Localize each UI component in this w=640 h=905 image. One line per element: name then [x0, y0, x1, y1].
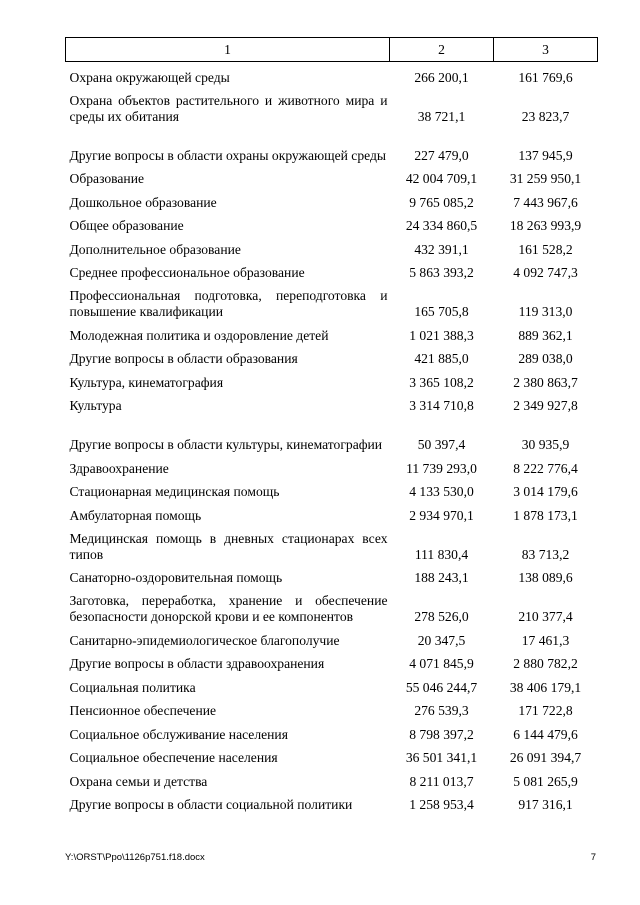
row-value-col2: 9 765 085,2	[409, 194, 474, 210]
table-row	[66, 164, 598, 188]
row-name: Культура	[69, 398, 122, 413]
row-value-col3: 83 713,2	[521, 546, 570, 562]
row-value-col3: 5 081 265,9	[513, 773, 578, 789]
column-header-1: 1	[66, 38, 390, 62]
row-value-col3: 6 144 479,6	[513, 726, 578, 742]
row-name: Образование	[69, 171, 145, 186]
row-value-col2: 3 365 108,2	[409, 374, 474, 390]
row-value-col2: 432 391,1	[414, 241, 469, 257]
row-value-col2: 20 347,5	[417, 632, 466, 648]
row-value-col3: 2 380 863,7	[513, 374, 578, 390]
row-name: Охрана окружающей среды	[69, 69, 230, 85]
row-value-col3: 119 313,0	[518, 304, 573, 319]
row-value-col2: 2 934 970,1	[409, 507, 474, 523]
row-value-col3: 31 259 950,1	[509, 171, 582, 186]
row-value-col2: 8 798 397,2	[409, 726, 474, 742]
column-header-2: 2	[390, 38, 494, 62]
row-value-col2: 276 539,3	[414, 703, 469, 718]
table-row	[66, 719, 598, 743]
table-row	[66, 524, 598, 563]
table-row	[66, 211, 598, 235]
row-name: Социальная политика	[69, 679, 196, 695]
table-row	[66, 625, 598, 649]
row-value-col2: 50 397,4	[417, 437, 466, 452]
table-row	[66, 414, 598, 453]
table-row	[66, 258, 598, 282]
row-value-col2: 266 200,1	[414, 69, 469, 85]
row-value-col3: 3 014 179,6	[513, 484, 578, 499]
row-name: Другие вопросы в области охраны окружающей среды	[69, 147, 387, 163]
row-name: Медицинская помощь в дневных стационарах всех типов	[69, 530, 388, 562]
table-row	[66, 696, 598, 720]
row-name: Профессиональная подготовка, переподготовка и повышение квалификации	[69, 288, 388, 319]
table-row	[66, 500, 598, 524]
table-body	[66, 62, 598, 814]
row-value-col2: 11 739 293,0	[406, 460, 477, 476]
row-value-col3: 30 935,9	[521, 437, 570, 452]
row-value-col3: 17 461,3	[521, 632, 570, 648]
row-name: Здравоохранение	[69, 460, 169, 476]
row-value-col3: 210 377,4	[518, 609, 573, 624]
row-value-col3: 161 769,6	[518, 69, 573, 85]
table-row	[66, 743, 598, 767]
table-row	[66, 586, 598, 625]
row-value-col3: 4 092 747,3	[513, 265, 578, 280]
row-name: Амбулаторная помощь	[69, 507, 202, 523]
row-value-col2: 1 258 953,4	[409, 797, 474, 812]
row-name: Охрана семьи и детства	[69, 773, 208, 789]
row-name: Социальное обеспечение населения	[69, 750, 278, 765]
row-value-col2: 165 705,8	[414, 304, 469, 319]
table-row	[66, 234, 598, 258]
table-row	[66, 367, 598, 391]
row-value-col3: 1 878 173,1	[513, 507, 578, 523]
row-value-col3: 38 406 179,1	[509, 679, 582, 695]
table-row	[66, 766, 598, 790]
row-value-col2: 5 863 393,2	[409, 265, 474, 280]
table-row	[66, 281, 598, 320]
row-value-col3: 917 316,1	[518, 797, 573, 812]
row-value-col2: 3 314 710,8	[409, 398, 474, 413]
table-row	[66, 649, 598, 673]
budget-table	[65, 37, 598, 813]
row-value-col3: 289 038,0	[518, 351, 573, 366]
row-value-col2: 24 334 860,5	[405, 218, 478, 233]
row-value-col2: 55 046 244,7	[405, 679, 478, 695]
row-name: Пенсионное обеспечение	[69, 703, 217, 718]
row-value-col2: 1 021 388,3	[409, 327, 474, 343]
table-row	[66, 391, 598, 415]
row-value-col2: 8 211 013,7	[409, 773, 474, 789]
table-row	[66, 790, 598, 814]
row-value-col2: 4 133 530,0	[409, 484, 474, 499]
column-header-3: 3	[494, 38, 598, 62]
row-name: Общее образование	[69, 218, 184, 233]
row-value-col2: 188 243,1	[414, 570, 469, 585]
row-name: Дополнительное образование	[69, 241, 241, 257]
row-value-col3: 2 880 782,2	[513, 656, 578, 671]
row-name: Другие вопросы в области здравоохранения	[69, 656, 325, 671]
row-value-col3: 138 089,6	[518, 570, 573, 585]
table-row	[66, 320, 598, 344]
table-row	[66, 125, 598, 164]
row-value-col2: 38 721,1	[417, 108, 466, 124]
row-name: Молодежная политика и оздоровление детей	[69, 327, 329, 343]
table-row	[66, 62, 598, 86]
table-row	[66, 86, 598, 125]
table-row	[66, 563, 598, 587]
row-value-col3: 23 823,7	[521, 108, 570, 124]
row-name: Социальное обслуживание населения	[69, 726, 288, 742]
row-value-col3: 18 263 993,9	[509, 218, 582, 233]
row-name: Дошкольное образование	[69, 194, 217, 210]
row-name: Среднее профессиональное образование	[69, 265, 305, 280]
row-value-col3: 2 349 927,8	[513, 398, 578, 413]
table-row	[66, 187, 598, 211]
row-value-col3: 889 362,1	[518, 327, 573, 343]
row-value-col3: 26 091 394,7	[509, 750, 582, 765]
row-name: Другие вопросы в области социальной политики	[69, 797, 353, 812]
row-name: Культура, кинематография	[69, 374, 224, 390]
row-value-col2: 111 830,4	[414, 546, 469, 562]
row-value-col3: 7 443 967,6	[513, 194, 578, 210]
row-value-col2: 278 526,0	[414, 609, 469, 624]
row-value-col2: 4 071 845,9	[409, 656, 474, 671]
row-name: Охрана объектов растительного и животного мира и среды их обитания	[69, 92, 388, 124]
row-name: Санитарно-эпидемиологическое благополучие	[69, 632, 340, 648]
row-name: Другие вопросы в области культуры, кинематографии	[69, 437, 383, 452]
row-name: Заготовка, переработка, хранение и обеспечение безопасности донорской крови и ее компонентов	[69, 593, 388, 624]
table-row	[66, 344, 598, 368]
footer-file-path: Y:\ORST\Ppo\1126p751.f18.docx	[65, 852, 205, 863]
row-value-col2: 36 501 341,1	[405, 750, 478, 765]
row-value-col3: 171 722,8	[518, 703, 573, 718]
row-value-col2: 421 885,0	[414, 351, 469, 366]
row-name: Другие вопросы в области образования	[69, 351, 298, 366]
row-name: Санаторно-оздоровительная помощь	[69, 570, 283, 585]
row-value-col3: 8 222 776,4	[513, 460, 578, 476]
row-value-col2: 227 479,0	[414, 147, 469, 163]
row-name: Стационарная медицинская помощь	[69, 484, 280, 499]
table-row	[66, 477, 598, 501]
table-row	[66, 453, 598, 477]
row-value-col3: 161 528,2	[518, 241, 573, 257]
row-value-col2: 42 004 709,1	[405, 171, 478, 186]
row-value-col3: 137 945,9	[518, 147, 573, 163]
footer-page-number: 7	[590, 852, 596, 863]
header-row	[66, 38, 598, 62]
table-row	[66, 672, 598, 696]
